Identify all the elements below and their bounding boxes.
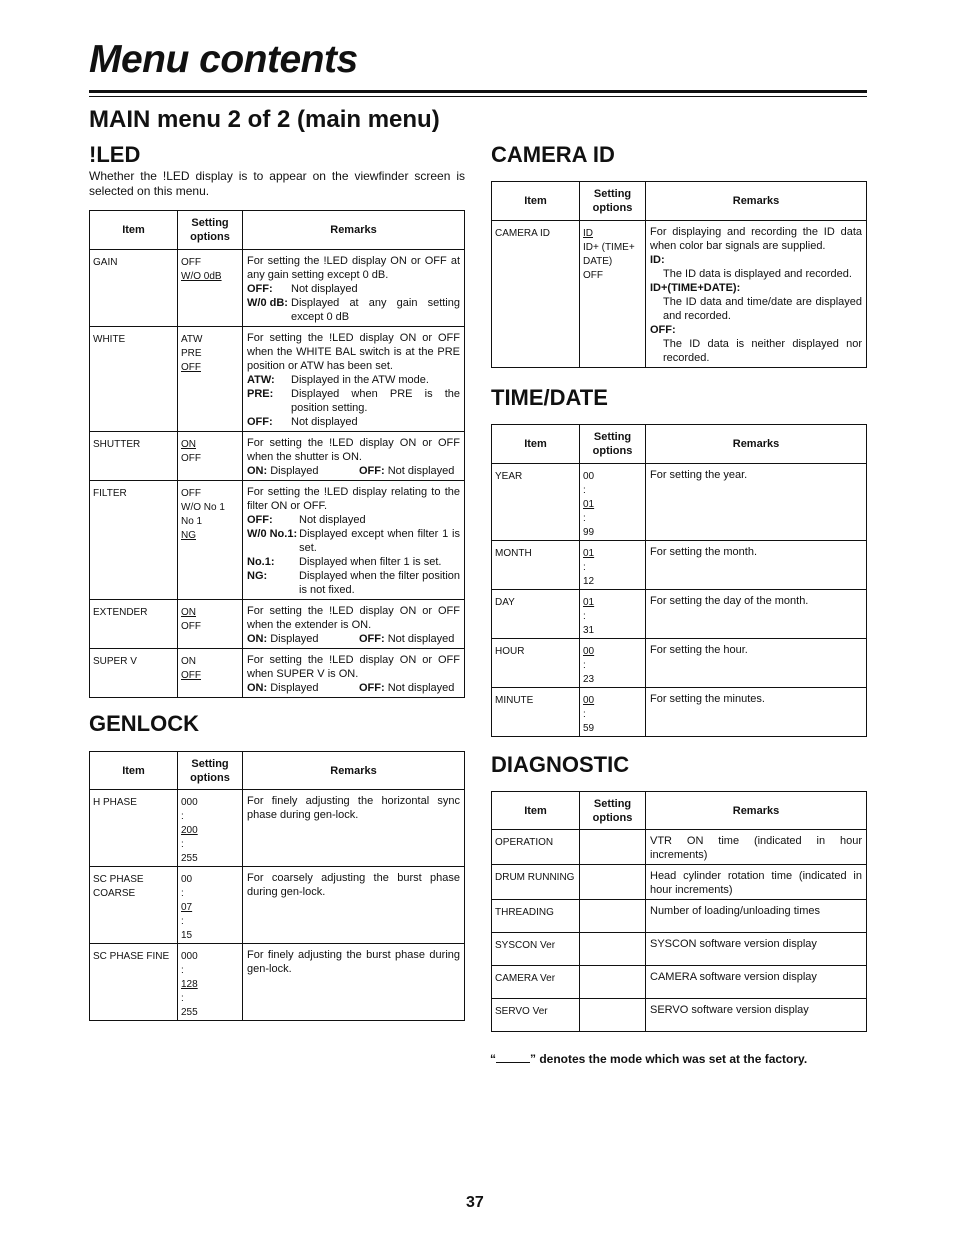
setting-option: 000 [181, 797, 198, 808]
item-cell: THREADING [492, 900, 580, 933]
on-key: ON: [247, 633, 268, 645]
remark-text: For setting the !LED display ON or OFF when SUPER V is ON. [247, 654, 460, 680]
on-key: ON: [247, 465, 268, 477]
setting-option: 255 [181, 1007, 198, 1018]
setting-option: DATE) [583, 256, 613, 267]
header-item: Item [492, 792, 580, 830]
remarks-cell [646, 933, 867, 966]
remark-text: Head cylinder rotation time (indicated in hour increments) [650, 870, 862, 896]
sub-key: OFF: [650, 324, 676, 336]
options-cell [178, 790, 243, 867]
definition-key: OFF: [247, 416, 273, 428]
item-cell: SERVO Ver [492, 999, 580, 1032]
remarks-cell [646, 865, 867, 900]
on-entry [247, 632, 359, 646]
remarks-cell [243, 944, 465, 1021]
remarks-cell [646, 999, 867, 1032]
options-cell [178, 944, 243, 1021]
options-cell [580, 933, 646, 966]
remarks-cell [243, 600, 465, 649]
off-key: OFF: [359, 633, 385, 645]
options-cell [178, 327, 243, 432]
remarks-cell [646, 639, 867, 688]
camera-id-table [491, 181, 867, 368]
definition-key: PRE: [247, 388, 274, 400]
off-entry [359, 464, 454, 478]
remark-on-off [247, 681, 460, 695]
setting-option: : [583, 513, 586, 524]
led-intro: Whether the !LED display is to appear on the viewfinder screen is selected on this menu. [89, 169, 465, 198]
section-title: MAIN menu 2 of 2 (main menu) [89, 106, 440, 133]
remark-definition [247, 513, 460, 527]
remark-text: For finely adjusting the horizontal sync phase during gen-lock. [247, 795, 460, 821]
remark-text: Number of loading/unloading times [650, 905, 820, 917]
remarks-cell [646, 541, 867, 590]
page-title: Menu contents [89, 38, 358, 81]
setting-option: ATW [181, 334, 203, 345]
remark-text: For finely adjusting the burst phase during gen-lock. [247, 949, 460, 975]
genlock-table [89, 751, 465, 1021]
led-header-row [90, 211, 465, 250]
definition-value: Displayed at any gain setting except 0 dB [291, 297, 460, 323]
remark-definition [247, 569, 460, 597]
remarks-cell [243, 481, 465, 600]
table-row [492, 900, 867, 933]
setting-option: 00 [583, 471, 595, 482]
header-item: Item [492, 182, 580, 221]
options-cell [178, 867, 243, 944]
definition-value: Displayed except when filter 1 is set. [299, 528, 460, 554]
table-row [90, 944, 465, 1021]
item-cell: HOUR [492, 639, 580, 688]
setting-option: PRE [181, 348, 202, 359]
definition-value: Not displayed [299, 514, 366, 526]
remark-definition [247, 415, 460, 429]
sub-value: The ID data and time/date are displayed and recorded. [663, 296, 862, 322]
remark-text: CAMERA software version display [650, 971, 817, 983]
time-date-header-row [492, 425, 867, 464]
options-cell [178, 649, 243, 698]
remarks-cell [646, 464, 867, 541]
options-cell [580, 830, 646, 865]
table-row [90, 600, 465, 649]
item-cell: SHUTTER [90, 432, 178, 481]
setting-option: 31 [583, 625, 595, 636]
note-underline-sample [496, 1052, 530, 1063]
table-row [492, 966, 867, 999]
options-cell [580, 541, 646, 590]
definition-key: NG: [247, 570, 268, 582]
remarks-cell [243, 790, 465, 867]
sub-value: The ID data is displayed and recorded. [663, 268, 852, 280]
remarks-cell [243, 432, 465, 481]
remarks-cell [646, 830, 867, 865]
setting-option: : [181, 916, 184, 927]
setting-option: 23 [583, 674, 595, 685]
item-cell: CAMERA Ver [492, 966, 580, 999]
setting-option: : [583, 562, 586, 573]
options-cell [580, 865, 646, 900]
definition-value: Displayed when PRE is the position setting. [291, 388, 460, 414]
camera-id-header-row [492, 182, 867, 221]
on-entry [247, 464, 359, 478]
factory-default-option: 00 [583, 695, 595, 706]
setting-option: : [181, 965, 184, 976]
remark-definition [247, 282, 460, 296]
off-key: OFF: [359, 465, 385, 477]
factory-default-option: OFF [181, 670, 201, 681]
off-value: Not displayed [387, 465, 455, 477]
setting-option: W/O No 1 [181, 502, 225, 513]
time-date-table [491, 424, 867, 737]
factory-default-option: ID [583, 228, 593, 239]
factory-default-option: OFF [181, 362, 201, 373]
definition-key: W/0 No.1: [247, 528, 298, 540]
title-rule-thin [89, 96, 867, 97]
table-row [492, 865, 867, 900]
setting-option: OFF [181, 621, 201, 632]
item-cell: DAY [492, 590, 580, 639]
header-item: Item [90, 211, 178, 250]
remark-text: For setting the !LED display relating to the filter ON or OFF. [247, 486, 460, 512]
header-setting: Setting options [580, 182, 646, 221]
genlock-header-row [90, 752, 465, 790]
remark-text: For displaying and recording the ID data when color bar signals are supplied. [650, 226, 862, 252]
camera-id-heading: CAMERA ID [491, 142, 615, 167]
table-row [90, 327, 465, 432]
table-row [492, 830, 867, 865]
title-rule-thick [89, 90, 867, 93]
item-cell: MONTH [492, 541, 580, 590]
off-value: Not displayed [387, 682, 455, 694]
item-cell: EXTENDER [90, 600, 178, 649]
remarks-cell [243, 250, 465, 327]
remarks-cell [646, 900, 867, 933]
remark-text: For setting the !LED display ON or OFF when the WHITE BAL switch is at the PRE position or ATW has been set. [247, 332, 460, 372]
options-cell [580, 590, 646, 639]
options-cell [580, 639, 646, 688]
definition-value: Displayed when the filter position is not fixed. [299, 570, 460, 596]
item-cell: WHITE [90, 327, 178, 432]
definition-value: Not displayed [291, 283, 358, 295]
on-value: Displayed [270, 682, 319, 694]
setting-option: No 1 [181, 516, 203, 527]
setting-option: 00 [181, 874, 193, 885]
sub-key: ID+(TIME+DATE): [650, 282, 741, 294]
definition-key: W/0 dB: [247, 297, 288, 309]
table-row [492, 933, 867, 966]
off-value: Not displayed [387, 633, 455, 645]
setting-option: : [583, 485, 586, 496]
remarks-cell [243, 649, 465, 698]
header-setting: Setting options [580, 792, 646, 830]
definition-key: OFF: [247, 283, 273, 295]
header-item: Item [90, 752, 178, 790]
remark-on-off [247, 632, 460, 646]
item-cell: CAMERA ID [492, 221, 580, 368]
remarks-cell [646, 590, 867, 639]
setting-option: : [583, 709, 586, 720]
led-heading: !LED [89, 142, 141, 167]
item-cell: MINUTE [492, 688, 580, 737]
setting-option: ON [181, 656, 196, 667]
setting-option: 59 [583, 723, 595, 734]
on-entry [247, 681, 359, 695]
remark-definition [247, 373, 460, 387]
setting-option: 255 [181, 853, 198, 864]
table-row [90, 481, 465, 600]
factory-default-note [490, 1052, 807, 1066]
sub-value: The ID data is neither displayed nor recorded. [663, 338, 862, 364]
remarks-cell [646, 966, 867, 999]
item-cell: GAIN [90, 250, 178, 327]
table-row [492, 464, 867, 541]
setting-option: : [583, 660, 586, 671]
factory-default-option: ON [181, 439, 196, 450]
options-cell [580, 688, 646, 737]
factory-default-option: 128 [181, 979, 198, 990]
remark-definition [247, 296, 460, 324]
remark-on-off [247, 464, 460, 478]
options-cell [178, 600, 243, 649]
remarks-cell [243, 327, 465, 432]
page-number: 37 [466, 1194, 484, 1211]
remark-text: For setting the day of the month. [650, 595, 809, 607]
item-cell: YEAR [492, 464, 580, 541]
options-cell [178, 432, 243, 481]
header-setting: Setting options [178, 211, 243, 250]
setting-option: : [181, 811, 184, 822]
header-item: Item [492, 425, 580, 464]
setting-option: : [181, 888, 184, 899]
factory-default-option: 200 [181, 825, 198, 836]
time-date-heading: TIME/DATE [491, 385, 608, 410]
factory-default-option: NG [181, 530, 196, 541]
table-row [492, 590, 867, 639]
definition-value: Displayed when filter 1 is set. [299, 556, 442, 568]
note-text: ” denotes the mode which was set at the factory. [530, 1052, 808, 1066]
header-remarks: Remarks [243, 211, 465, 250]
setting-option: OFF [181, 257, 201, 268]
setting-option: 99 [583, 527, 595, 538]
options-cell [580, 221, 646, 368]
table-row [492, 221, 867, 368]
off-entry [359, 681, 454, 695]
remark-text: For coarsely adjusting the burst phase during gen-lock. [247, 872, 460, 898]
factory-default-option: ON [181, 607, 196, 618]
diagnostic-heading: DIAGNOSTIC [491, 752, 630, 777]
remark-text: For setting the month. [650, 546, 757, 558]
remark-text: VTR ON time (indicated in hour increments) [650, 835, 862, 861]
setting-option: : [181, 839, 184, 850]
definition-key: OFF: [247, 514, 273, 526]
definition-value: Not displayed [291, 416, 358, 428]
diagnostic-table [491, 791, 867, 1032]
diagnostic-header-row [492, 792, 867, 830]
setting-option: 12 [583, 576, 595, 587]
header-remarks: Remarks [646, 425, 867, 464]
table-row [90, 867, 465, 944]
table-row [90, 649, 465, 698]
setting-option: ID+ (TIME+ [583, 242, 635, 253]
setting-option: 15 [181, 930, 193, 941]
options-cell [580, 999, 646, 1032]
remark-definition [247, 527, 460, 555]
remarks-cell [646, 221, 867, 368]
on-key: ON: [247, 682, 268, 694]
factory-default-option: 01 [583, 548, 595, 559]
item-cell: FILTER [90, 481, 178, 600]
item-cell: OPERATION [492, 830, 580, 865]
led-table [89, 210, 465, 698]
table-row [492, 999, 867, 1032]
options-cell [178, 481, 243, 600]
item-cell: SUPER V [90, 649, 178, 698]
remark-text: For setting the year. [650, 469, 748, 481]
remark-text: For setting the !LED display ON or OFF when the shutter is ON. [247, 437, 460, 463]
remark-text: For setting the hour. [650, 644, 748, 656]
setting-option: OFF [583, 270, 603, 281]
setting-option: OFF [181, 488, 201, 499]
setting-option: : [181, 993, 184, 1004]
remark-definition [247, 555, 460, 569]
header-setting: Setting options [580, 425, 646, 464]
setting-option: 000 [181, 951, 198, 962]
item-cell: SYSCON Ver [492, 933, 580, 966]
table-row [492, 688, 867, 737]
header-setting: Setting options [178, 752, 243, 790]
remark-text: For setting the !LED display ON or OFF when the extender is ON. [247, 605, 460, 631]
setting-option: OFF [181, 453, 201, 464]
factory-default-option: 00 [583, 646, 595, 657]
off-key: OFF: [359, 682, 385, 694]
remarks-cell [646, 688, 867, 737]
table-row [492, 541, 867, 590]
factory-default-option: 01 [583, 499, 595, 510]
sub-key: ID: [650, 254, 665, 266]
definition-key: No.1: [247, 556, 275, 568]
item-cell: H PHASE [90, 790, 178, 867]
remarks-cell [243, 867, 465, 944]
item-cell: SC PHASE FINE [90, 944, 178, 1021]
options-cell [178, 250, 243, 327]
header-remarks: Remarks [646, 792, 867, 830]
note-open-quote: “ [490, 1052, 496, 1066]
options-cell [580, 900, 646, 933]
remark-text: For setting the minutes. [650, 693, 765, 705]
remark-text: SYSCON software version display [650, 938, 817, 950]
remark-definition [247, 387, 460, 415]
remark-text: SERVO software version display [650, 1004, 809, 1016]
factory-default-option: 07 [181, 902, 193, 913]
genlock-heading: GENLOCK [89, 711, 199, 736]
options-cell [580, 966, 646, 999]
factory-default-option: 01 [583, 597, 595, 608]
table-row [90, 790, 465, 867]
item-cell: SC PHASE COARSE [90, 867, 178, 944]
setting-option: : [583, 611, 586, 622]
options-cell [580, 464, 646, 541]
header-remarks: Remarks [646, 182, 867, 221]
table-row [90, 250, 465, 327]
off-entry [359, 632, 454, 646]
item-cell: DRUM RUNNING [492, 865, 580, 900]
factory-default-option: W/O 0dB [181, 271, 222, 282]
table-row [90, 432, 465, 481]
on-value: Displayed [270, 633, 319, 645]
table-row [492, 639, 867, 688]
definition-key: ATW: [247, 374, 275, 386]
header-remarks: Remarks [243, 752, 465, 790]
remark-text: For setting the !LED display ON or OFF at any gain setting except 0 dB. [247, 255, 460, 281]
on-value: Displayed [270, 465, 319, 477]
definition-value: Displayed in the ATW mode. [291, 374, 429, 386]
